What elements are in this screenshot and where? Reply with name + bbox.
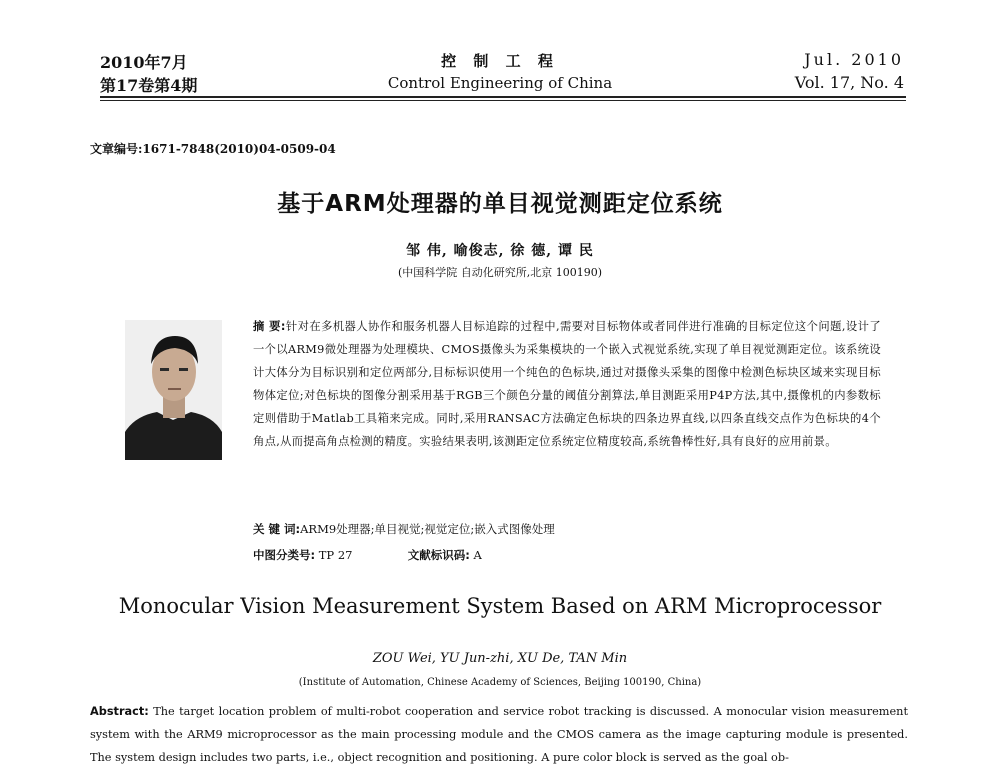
- header-rule-thin: [100, 100, 906, 101]
- clc-label: 中图分类号:: [253, 548, 316, 562]
- author-portrait-image: [125, 320, 222, 460]
- abstract-cn-label: 摘 要:: [253, 320, 286, 333]
- classification-line: [253, 547, 482, 563]
- keywords-text: ARM9处理器;单目视觉;视觉定位;嵌入式图像处理: [300, 522, 555, 536]
- header-volume-issue: 第17卷第4期: [100, 76, 198, 95]
- header-rule: [100, 96, 906, 98]
- doc-code-value: A: [473, 548, 482, 562]
- affiliation-cn: (中国科学院 自动化研究所,北京 100190): [397, 266, 603, 279]
- paper-title-en: Monocular Vision Measurement System Based on ARM Microprocessor: [118, 594, 882, 618]
- header-volume-en: Vol. 17, No. 4: [794, 73, 904, 92]
- author-photo: [125, 320, 222, 460]
- abstract-en-text: The target location problem of multi-robot cooperation and service robot tracking is discussed. A monocular vision measurement system with the ARM9 microprocessor as the main processing module and the CMOS camera as the image capturing module is presented. The system design includes two parts, i.e., object recognition and positioning. A pure color block is served as the goal ob-: [90, 705, 908, 764]
- authors-en: ZOU Wei, YU Jun-zhi, XU De, TAN Min: [372, 651, 628, 666]
- abstract-cn: [253, 315, 881, 453]
- authors-cn: 邹 伟, 喻俊志, 徐 德, 谭 民: [406, 243, 594, 259]
- abstract-cn-text: 针对在多机器人协作和服务机器人目标追踪的过程中,需要对目标物体或者同伴进行准确的目标定位这个问题,设计了一个以ARM9微处理器为处理模块、CMOS摄像头为采集模块的一个嵌入式视觉系统,实现了单目视觉测距定位。该系统设计大体分为目标识别和定位两部分,目标标识使用一个纯色的色标块,通过对摄像头采集的图像中检测色标块区域来实现目标物体定位;对色标块的图像分割采用基于RGB三个颜色分量的阈值分割算法,单目测距采用P4P方法,其中,摄像机的内参数标定则借助于Matlab工具箱来完成。同时,采用RANSAC方法确定色标块的四条边界直线,以四条直线交点作为色标块的4个角点,从而提高角点检测的精度。实验结果表明,该测距定位系统定位精度较高,系统鲁棒性好,具有良好的应用前景。: [253, 320, 881, 448]
- header-date: 2010年7月: [100, 53, 188, 72]
- paper-title-cn: 基于ARM处理器的单目视觉测距定位系统: [277, 191, 723, 217]
- keywords-cn: [253, 521, 555, 537]
- document-number: 文章编号:1671-7848(2010)04-0509-04: [90, 142, 336, 156]
- affiliation-en: (Institute of Automation, Chinese Academy of Sciences, Beijing 100190, China): [298, 677, 702, 688]
- keywords-label: 关 键 词:: [253, 522, 301, 536]
- abstract-en-label: Abstract:: [90, 705, 149, 718]
- header-date-en: Jul. 2010: [804, 50, 904, 69]
- journal-name-cn: 控 制 工 程: [441, 52, 559, 70]
- clc-value: TP 27: [318, 548, 353, 562]
- journal-name-en: Control Engineering of China: [387, 74, 613, 92]
- doc-code-label: 文献标识码:: [407, 548, 470, 562]
